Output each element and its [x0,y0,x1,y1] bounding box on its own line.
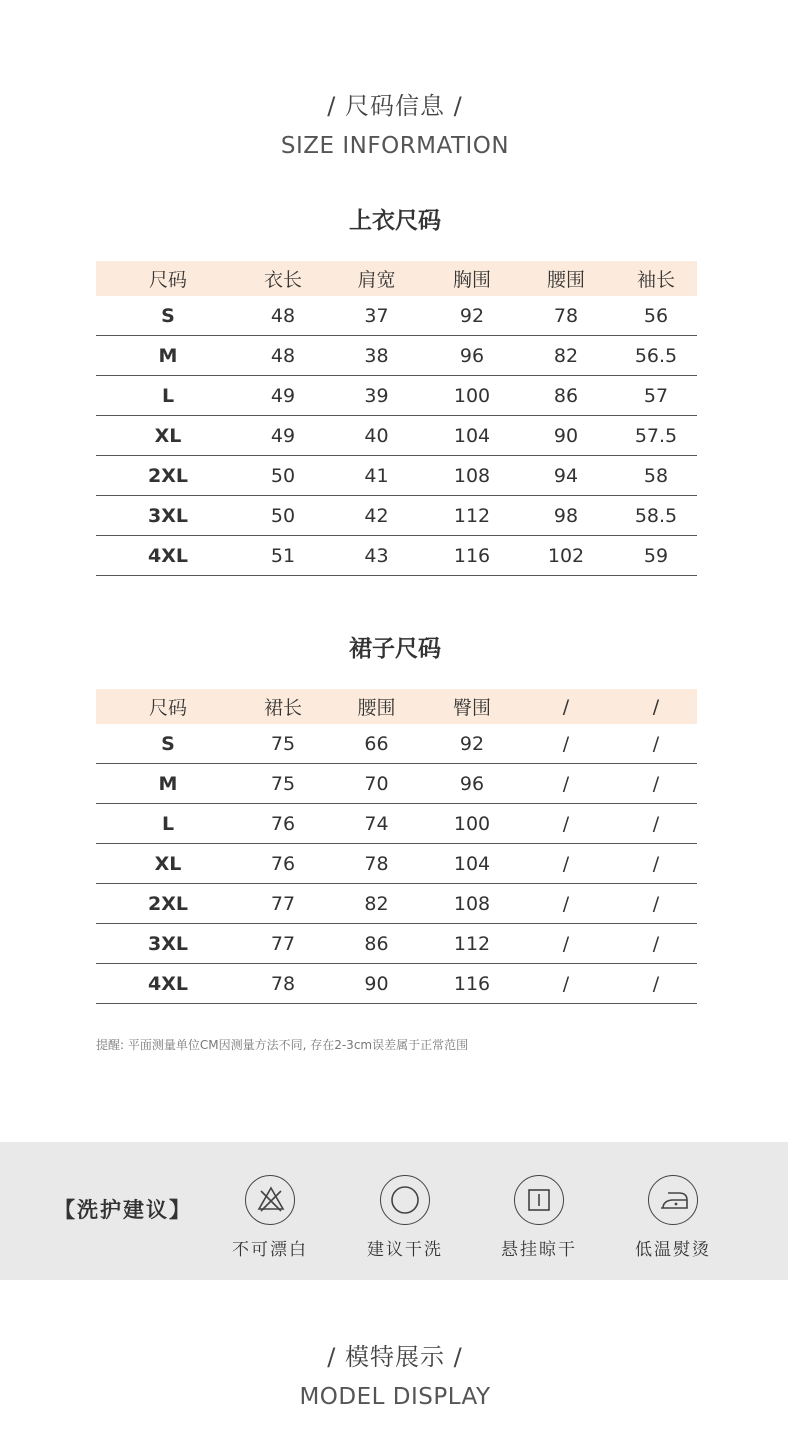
care-title: 【洗护建议】 [54,1198,192,1222]
table-cell: 48 [240,336,326,376]
skirt-header-length: 裙长 [240,689,326,724]
table-cell: 78 [326,844,427,884]
table-cell: 74 [326,804,427,844]
top-table-title: 上衣尺码 [349,208,441,234]
table-cell: 100 [427,804,517,844]
table-cell: / [517,724,615,764]
size-info-title-cn: / 尺码信息 / [327,92,463,120]
table-row [96,456,697,496]
table-cell: 90 [326,964,427,1004]
table-cell: 56.5 [615,336,697,376]
size-cell: XL [96,844,240,884]
size-cell: S [96,724,240,764]
table-cell: 96 [427,336,517,376]
table-cell: 51 [240,536,326,576]
measurement-reminder: 提醒: 平面测量单位CM因测量方法不同, 存在2-3cm误差属于正常范围 [96,1038,469,1052]
table-cell: 82 [517,336,615,376]
top-header-shoulder: 肩宽 [326,261,427,296]
table-cell: 57 [615,376,697,416]
table-cell: 98 [517,496,615,536]
top-header-size: 尺码 [96,261,240,296]
table-cell: 78 [240,964,326,1004]
table-cell: 50 [240,496,326,536]
table-cell: 82 [326,884,427,924]
table-cell: 94 [517,456,615,496]
table-cell: 76 [240,804,326,844]
table-cell: 78 [517,296,615,336]
table-cell: 86 [517,376,615,416]
table-cell: 56 [615,296,697,336]
table-cell: 104 [427,416,517,456]
table-cell: 96 [427,764,517,804]
size-cell: 3XL [96,496,240,536]
table-cell: / [517,844,615,884]
care-band [0,1142,788,1280]
table-cell: 49 [240,416,326,456]
care-label: 不可漂白 [232,1240,308,1260]
size-cell: 3XL [96,924,240,964]
table-cell: / [615,964,697,1004]
care-label: 建议干洗 [367,1240,443,1260]
table-cell: 59 [615,536,697,576]
table-cell: 86 [326,924,427,964]
table-row [96,416,697,456]
table-row [96,724,697,764]
care-item-hang-dry [484,1175,594,1260]
table-cell: 108 [427,884,517,924]
top-header-waist: 腰围 [517,261,615,296]
table-row [96,964,697,1004]
table-cell: / [615,724,697,764]
table-row [96,924,697,964]
size-cell: L [96,376,240,416]
table-row [96,496,697,536]
table-cell: 108 [427,456,517,496]
table-cell: 58.5 [615,496,697,536]
table-cell: / [615,804,697,844]
model-display-title-en: MODEL DISPLAY [299,1384,491,1410]
table-cell: 39 [326,376,427,416]
table-cell: 112 [427,496,517,536]
size-cell: 2XL [96,884,240,924]
table-cell: / [517,764,615,804]
dry-clean-icon [380,1175,430,1225]
top-header-bust: 胸围 [427,261,517,296]
care-label: 低温熨烫 [635,1240,711,1260]
table-cell: 38 [326,336,427,376]
size-cell: L [96,804,240,844]
table-cell: 116 [427,536,517,576]
care-item-no-bleach [215,1175,325,1260]
table-cell: / [517,964,615,1004]
table-cell: 92 [427,296,517,336]
table-cell: 112 [427,924,517,964]
table-cell: 70 [326,764,427,804]
top-table-header-row [96,261,697,296]
size-cell: M [96,764,240,804]
table-cell: 43 [326,536,427,576]
top-size-table [96,261,697,576]
table-cell: 58 [615,456,697,496]
top-header-sleeve: 袖长 [615,261,697,296]
size-cell: M [96,336,240,376]
table-cell: 90 [517,416,615,456]
size-info-heading [0,86,790,159]
care-item-dry-clean [350,1175,460,1260]
model-display-heading [0,1337,790,1410]
table-row [96,804,697,844]
table-cell: 48 [240,296,326,336]
skirt-header-empty-1: / [517,689,615,724]
table-cell: / [517,804,615,844]
table-cell: 37 [326,296,427,336]
table-cell: 57.5 [615,416,697,456]
table-cell: / [517,884,615,924]
table-cell: 75 [240,724,326,764]
size-info-title-en: SIZE INFORMATION [280,133,510,159]
hang-dry-icon [514,1175,564,1225]
low-iron-icon [648,1175,698,1225]
table-row [96,296,697,336]
table-row [96,376,697,416]
table-cell: 104 [427,844,517,884]
table-cell: 50 [240,456,326,496]
table-row [96,844,697,884]
size-cell: S [96,296,240,336]
table-cell: 102 [517,536,615,576]
skirt-header-size: 尺码 [96,689,240,724]
table-cell: 75 [240,764,326,804]
no-bleach-icon [245,1175,295,1225]
size-cell: 4XL [96,964,240,1004]
table-cell: / [517,924,615,964]
table-cell: 40 [326,416,427,456]
table-cell: 92 [427,724,517,764]
size-cell: XL [96,416,240,456]
table-row [96,884,697,924]
table-cell: 66 [326,724,427,764]
skirt-header-hip: 臀围 [427,689,517,724]
table-row [96,536,697,576]
table-cell: / [615,924,697,964]
size-cell: 2XL [96,456,240,496]
skirt-header-waist: 腰围 [326,689,427,724]
model-display-title-cn: / 模特展示 / [327,1343,463,1371]
table-cell: 77 [240,924,326,964]
skirt-table-header-row [96,689,697,724]
skirt-size-table [96,689,697,1004]
size-cell: 4XL [96,536,240,576]
table-cell: 42 [326,496,427,536]
table-cell: / [615,884,697,924]
skirt-header-empty-2: / [615,689,697,724]
table-cell: 100 [427,376,517,416]
skirt-table-title: 裙子尺码 [349,636,441,662]
table-cell: / [615,764,697,804]
table-cell: 49 [240,376,326,416]
table-cell: / [615,844,697,884]
table-cell: 76 [240,844,326,884]
care-label: 悬挂晾干 [501,1240,577,1260]
table-row [96,764,697,804]
top-header-length: 衣长 [240,261,326,296]
table-cell: 41 [326,456,427,496]
table-row [96,336,697,376]
table-cell: 77 [240,884,326,924]
table-cell: 116 [427,964,517,1004]
care-item-low-iron [618,1175,728,1260]
